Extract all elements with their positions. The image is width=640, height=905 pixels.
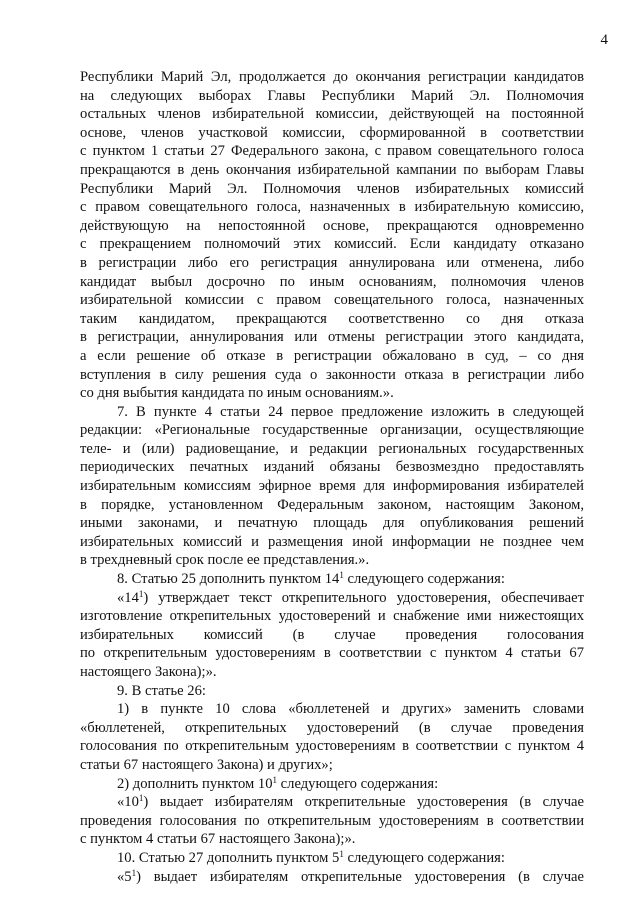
text-line: остальных членов избирательной комиссии, действующей на постоянной: [80, 106, 584, 123]
text-line: вступления в силу решения суда о законности отказа в регистрации либо: [80, 366, 584, 383]
text-line: прекращаются в день окончания избирательной кампании по выборам Главы: [80, 161, 584, 178]
superscript-index: 1: [339, 570, 344, 581]
text-line: [80, 793, 584, 812]
text-line: статьи 67 настоящего Закона) и других»;: [80, 756, 333, 773]
text-line: избирательных комиссий и размещения иной информации не позднее чем: [80, 533, 584, 550]
text-line: [80, 570, 584, 589]
text-line: иными законами, и печатную площадь для опубликования решений: [80, 515, 584, 532]
text-line: избирательной комиссии с правом совещательного голоса, назначенных: [80, 292, 584, 309]
superscript-index: 1: [138, 793, 144, 804]
text-line: изготовление открепительных удостоверений и снабжение ими нижестоящих: [80, 608, 584, 625]
text-fragment: следующего содержания:: [343, 849, 505, 866]
text-line: в трехдневный срок после ее представления.».: [80, 552, 370, 569]
text-line: избирательным комиссиям эфирное время для информирования избирателей: [80, 478, 584, 495]
text-line: в порядке, установленном Федеральным законом, настоящим Законом,: [80, 496, 584, 513]
text-line: Республики Марий Эл, продолжается до окончания регистрации кандидатов: [80, 69, 584, 85]
text-line: проведения голосования по открепительным удостоверениям в соответствии: [80, 812, 584, 829]
text-line: периодических печатных изданий обязаны безвозмездно предоставлять: [80, 459, 584, 476]
text-line: с правом совещательного голоса, назначенных в избирательную комиссию,: [80, 199, 584, 216]
text-line: 9. В статье 26:: [117, 682, 206, 699]
text-line: таким кандидатом, прекращаются соответственно со дня отказа: [80, 310, 584, 327]
text-line: с прекращением полномочий этих комиссий. Если кандидату отказано: [80, 236, 584, 253]
text-line: в регистрации, аннулирования или отмены регистрации этого кандидата,: [80, 329, 584, 346]
text-fragment: ) выдает избирателям открепительные удостоверения (в случае: [143, 794, 584, 811]
text-fragment: ) утверждает текст открепительного удостоверения, обеспечивает: [143, 589, 584, 606]
text-line: [80, 849, 584, 868]
text-line: со дня выбытия кандидата по иным основаниям.».: [80, 385, 394, 402]
text-line: теле- и (или) радиовещание, и редакции региональных государственных: [80, 440, 584, 457]
superscript-index: 1: [339, 848, 344, 859]
superscript-index: 1: [272, 774, 278, 785]
text-line: 7. В пункте 4 статьи 24 первое предложение изложить в следующей: [117, 403, 584, 420]
text-line: избирательных комиссий (в случае проведения голосования: [80, 626, 584, 643]
text-line: с пунктом 1 статьи 27 Федерального закона, с правом совещательного голоса: [80, 143, 584, 160]
text-line: редакции: «Региональные государственные организации, осуществляющие: [80, 422, 584, 439]
text-line: [80, 775, 584, 794]
document-body: [80, 68, 584, 886]
text-line: основе, членов участковой комиссии, сформированной в соответствии: [80, 124, 584, 141]
text-fragment: «10: [117, 794, 139, 811]
text-fragment: ) выдает избирателям открепительные удостоверения (в случае: [136, 868, 584, 885]
text-line: 1) в пункте 10 слова «бюллетеней и других» заменить словами: [117, 701, 584, 718]
text-line: в регистрации либо его регистрация аннулирована или отменена, либо: [80, 254, 584, 271]
text-line: действующую на непостоянной основе, прекращаются одновременно: [80, 217, 584, 234]
text-line: настоящего Закона);».: [80, 664, 217, 680]
text-fragment: «5: [117, 868, 132, 885]
text-line: а если решение об отказе в регистрации обжаловано в суд, – со дня: [80, 347, 584, 364]
text-line: «бюллетеней, открепительных удостоверений (в случае проведения: [80, 719, 584, 736]
text-fragment: 8. Статью 25 дополнить пунктом 14: [117, 571, 340, 588]
page-number: 4: [600, 32, 608, 48]
text-fragment: 2) дополнить пунктом 10: [117, 775, 273, 792]
superscript-index: 1: [138, 588, 144, 599]
text-line: голосования по открепительным удостоверениям в соответствии с пунктом 4: [80, 738, 584, 755]
text-fragment: 10. Статью 27 дополнить пунктом 5: [117, 849, 340, 866]
text-line: Республики Марий Эл. Полномочия членов избирательных комиссий: [80, 180, 584, 197]
text-fragment: следующего содержания:: [343, 571, 505, 588]
text-line: с пунктом 4 статьи 67 настоящего Закона);».: [80, 831, 356, 848]
text-line: кандидат выбыл досрочно по иным основаниям, полномочия членов: [80, 273, 584, 290]
superscript-index: 1: [131, 867, 137, 878]
text-fragment: следующего содержания:: [277, 775, 439, 792]
text-line: на следующих выборах Главы Республики Марий Эл. Полномочия: [80, 87, 584, 104]
text-fragment: «14: [117, 589, 139, 606]
text-line: по открепительным удостоверениям в соответствии с пунктом 4 статьи 67: [80, 645, 584, 662]
text-line: [80, 868, 584, 887]
text-line: [80, 589, 584, 608]
